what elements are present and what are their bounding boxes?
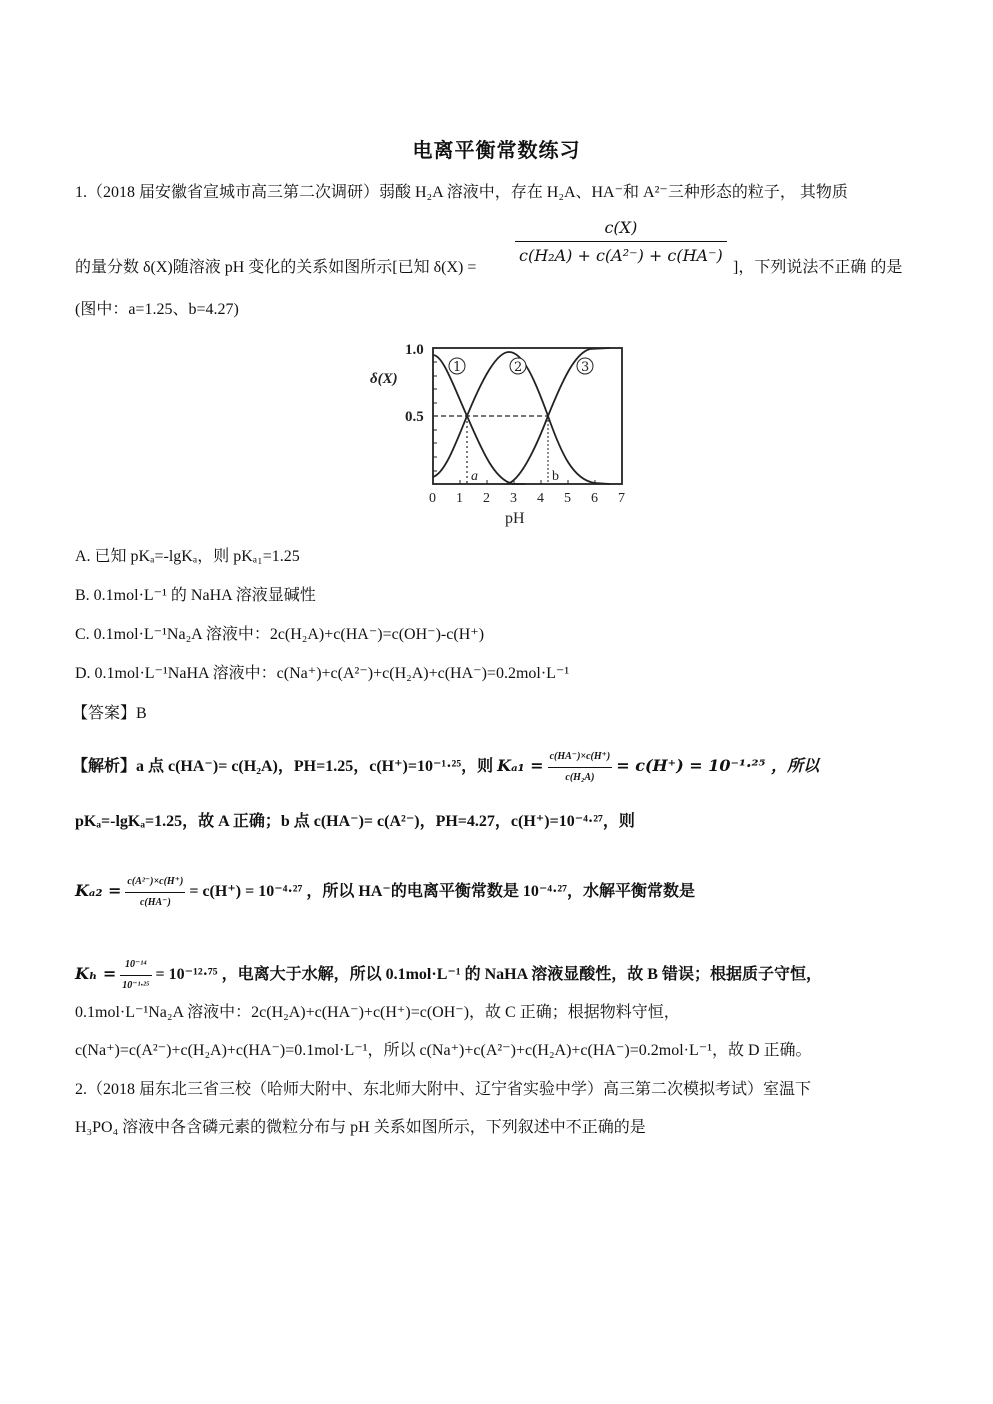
ka2-fraction (125, 872, 185, 913)
svg-text:4: 4 (537, 491, 544, 506)
analysis-line3 (75, 872, 695, 913)
analysis-line2: pKₐ=-lgKₐ=1.25，故 A 正确；b 点 c(HA⁻)= c(A²⁻)，PH=4.27，c(H⁺)=10⁻⁴·²⁷，则 (75, 813, 635, 830)
svg-text:1: 1 (456, 491, 463, 506)
kh-denominator: 10⁻¹·²⁵ (122, 980, 150, 991)
svg-text:2: 2 (514, 360, 523, 375)
ka2-symbol: Kₐ₂ = (75, 881, 122, 901)
analysis-line6: c(Na⁺)=c(A²⁻)+c(H₂A)+c(HA⁻)=0.1mol·L⁻¹，所以 c(Na⁺)+c(A²⁻)+c(H₂A)+c(HA⁻)=0.2mol·L⁻¹，故 D 正确。 (75, 1042, 812, 1059)
kh-symbol: Kₕ = (75, 964, 117, 984)
analysis-l1-post: = c(H⁺) = 10⁻¹·²⁵ ，所以 (616, 756, 820, 776)
svg-text:6: 6 (591, 491, 598, 506)
delta-formula (515, 218, 727, 265)
analysis-l1-text: 【解析】a 点 c(HA⁻)= c(H₂A)，PH=1.25，c(H⁺)=10⁻¹·²⁵，则 (72, 758, 494, 776)
kh-numerator: 10⁻¹⁴ (120, 955, 151, 976)
svg-text:3: 3 (510, 491, 517, 506)
q1-stem-line2-post: ]，下列说法不正确 的是 (733, 259, 903, 276)
delta-ph-chart (365, 335, 635, 530)
analysis-l4-post: = 10⁻¹²·⁷⁵ ，电离大于水解，所以 0.1mol·L⁻¹ 的 NaHA 溶液显酸性，故 B 错误；根据质子守恒， (155, 966, 822, 984)
formula-numerator: c(X) (515, 218, 727, 242)
svg-text:1: 1 (453, 360, 462, 375)
svg-text:pH: pH (505, 510, 525, 527)
option-d: D. 0.1mol·L⁻¹NaHA 溶液中：c(Na⁺)+c(A²⁻)+c(H₂A)+c(HA⁻)=0.2mol·L⁻¹ (75, 665, 570, 682)
kh-fraction (120, 955, 151, 996)
svg-text:7: 7 (618, 491, 625, 506)
formula-denominator: c(H₂A) + c(A²⁻) + c(HA⁻) (519, 246, 723, 265)
q1-stem-line2-pre: 的量分数 δ(X)随溶液 pH 变化的关系如图所示[已知 δ(X) = (75, 259, 477, 276)
ka1-fraction (548, 747, 613, 788)
ka1-denominator: c(H₂A) (565, 772, 595, 783)
q1-stem-line2 (75, 258, 476, 278)
svg-text:a: a (471, 469, 478, 484)
analysis-line4 (75, 955, 822, 996)
svg-text:δ(X): δ(X) (370, 371, 398, 387)
ka1-symbol: Kₐ₁ = (497, 756, 544, 776)
analysis-l3-post: = c(H⁺) = 10⁻⁴·²⁷ ，所以 HA⁻的电离平衡常数是 10⁻⁴·²⁷，水解平衡常数是 (189, 883, 696, 901)
svg-text:0: 0 (429, 491, 436, 506)
option-a: A. 已知 pKₐ=-lgKₐ，则 pKₐ₁=1.25 (75, 548, 300, 565)
chart-svg (365, 335, 635, 530)
svg-text:3: 3 (581, 360, 590, 375)
q2-stem-line2: H₃PO₄ 溶液中各含磷元素的微粒分布与 pH 关系如图所示，下列叙述中不正确的是 (75, 1119, 646, 1136)
page-title: 电离平衡常数练习 (412, 140, 581, 162)
svg-text:5: 5 (564, 491, 571, 506)
analysis-line5: 0.1mol·L⁻¹Na₂A 溶液中：2c(H₂A)+c(HA⁻)+c(H⁺)=c(OH⁻)，故 C 正确；根据物料守恒， (75, 1004, 680, 1021)
answer: 【答案】B (72, 705, 147, 722)
ka2-denominator: c(HA⁻) (139, 897, 171, 908)
svg-text:b: b (552, 469, 559, 484)
ka1-numerator: c(HA⁻)×c(H⁺) (548, 747, 613, 768)
q1-stem-line3: (图中：a=1.25、b=4.27) (75, 301, 239, 318)
q1-stem-line1: 1.（2018 届安徽省宣城市高三第二次调研）弱酸 H₂A 溶液中，存在 H₂A、HA⁻和 A²⁻三种形态的粒子， 其物质 (75, 184, 848, 201)
svg-text:1.0: 1.0 (405, 342, 424, 358)
option-c: C. 0.1mol·L⁻¹Na₂A 溶液中：2c(H₂A)+c(HA⁻)=c(OH⁻)-c(H⁺) (75, 626, 485, 643)
svg-text:2: 2 (483, 491, 490, 506)
ka2-numerator: c(A²⁻)×c(H⁺) (125, 872, 185, 893)
analysis-line1 (72, 747, 819, 788)
svg-text:0.5: 0.5 (405, 409, 424, 425)
q2-stem-line1: 2.（2018 届东北三省三校（哈师大附中、东北师大附中、辽宁省实验中学）高三第二次模拟考试）室温下 (75, 1081, 812, 1098)
option-b: B. 0.1mol·L⁻¹ 的 NaHA 溶液显碱性 (75, 587, 316, 604)
